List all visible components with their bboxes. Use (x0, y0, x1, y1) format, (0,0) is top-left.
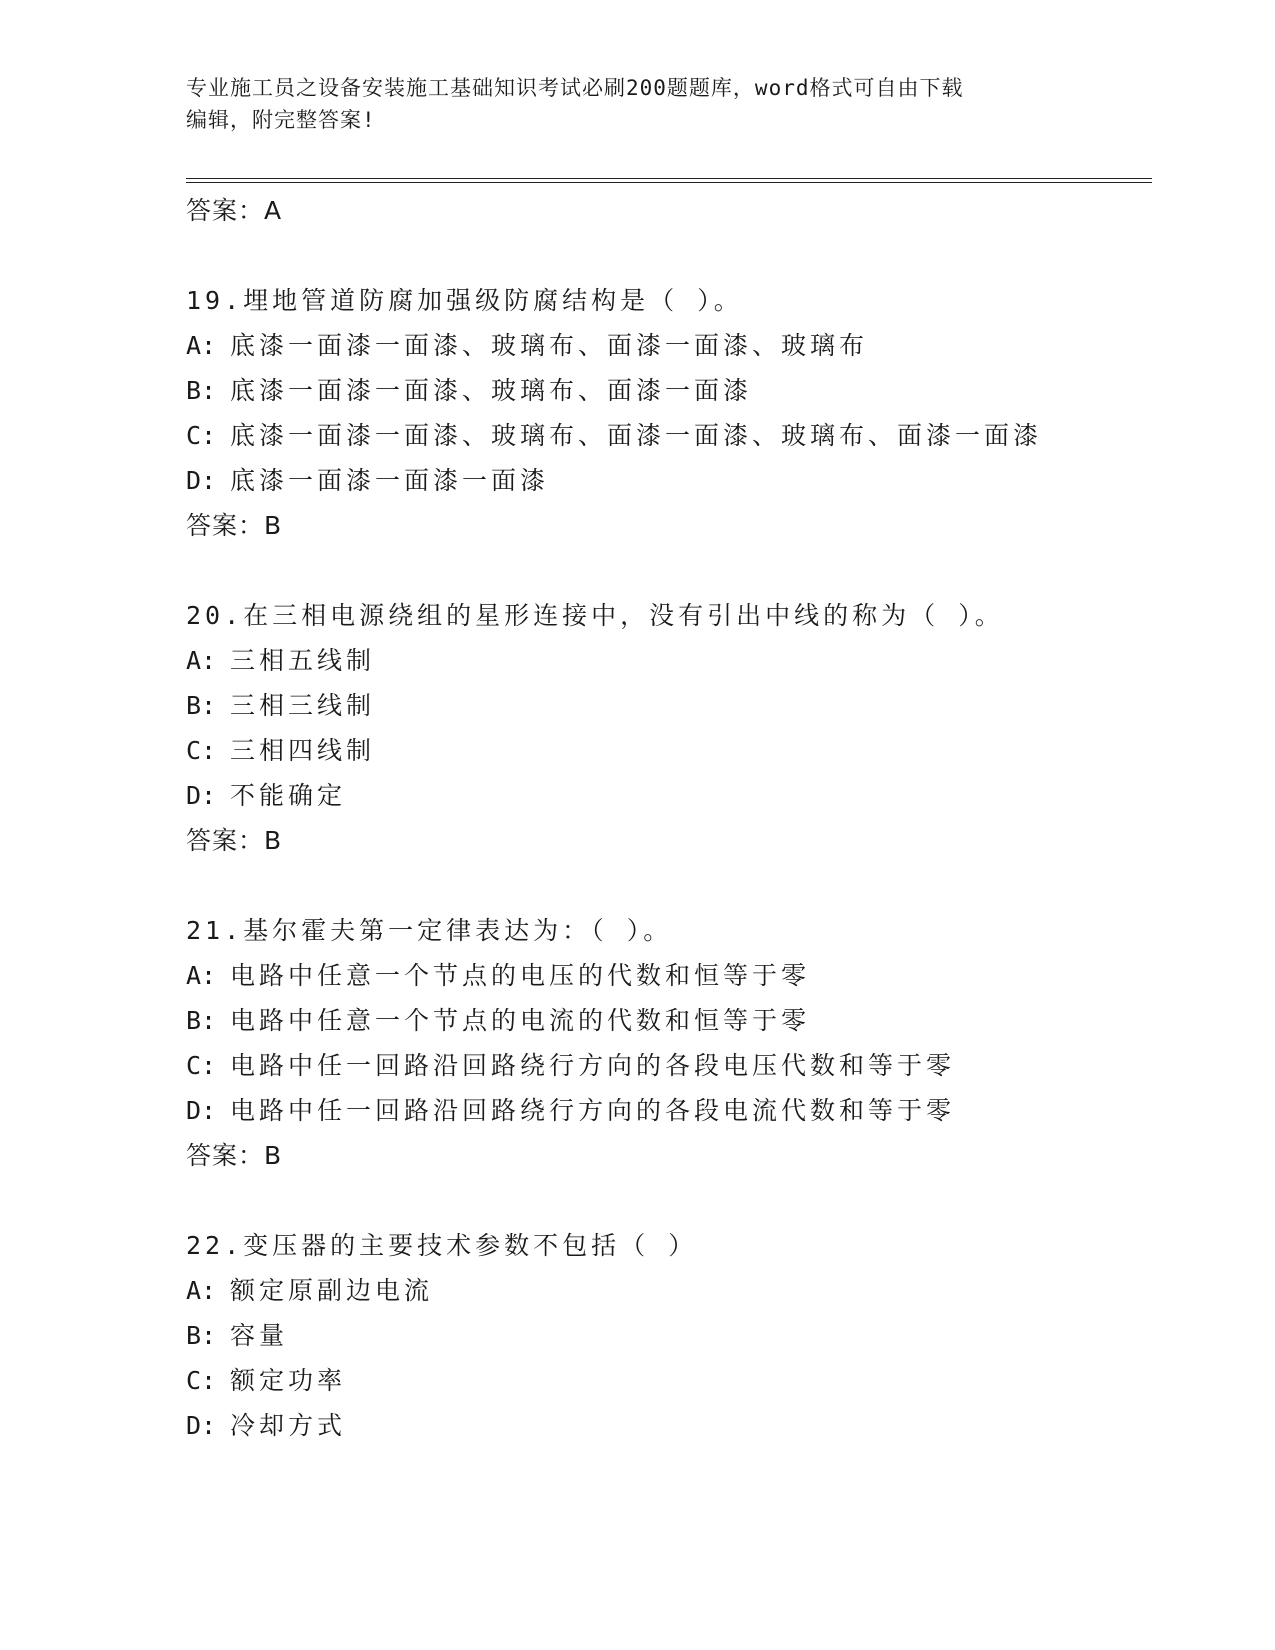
option-letter: B: (186, 1321, 217, 1350)
question-block (186, 278, 1146, 549)
option-letter: B: (186, 691, 217, 720)
option-letter: D: (186, 1411, 217, 1440)
option-letter: A: (186, 1276, 217, 1305)
question-text: 19.埋地管道防腐加强级防腐结构是（ ）。 (186, 286, 743, 315)
option-letter: C: (186, 736, 217, 765)
option-text: 电路中任一回路沿回路绕行方向的各段电流代数和等于零 (230, 1096, 956, 1125)
option-letter: A: (186, 646, 217, 675)
option-letter: D: (186, 781, 217, 810)
answer-option (186, 1268, 1146, 1313)
questions-container (186, 278, 1146, 1448)
answer-option (186, 368, 1146, 413)
answer-option (186, 728, 1146, 773)
answer-option (186, 953, 1146, 998)
answer-option (186, 683, 1146, 728)
question-block (186, 593, 1146, 864)
answer-option (186, 323, 1146, 368)
answer-option (186, 1313, 1146, 1358)
option-text: 额定功率 (230, 1366, 347, 1395)
option-letter: C: (186, 1051, 217, 1080)
answer-key: 答案：B (186, 1141, 283, 1170)
question-text: 20.在三相电源绕组的星形连接中，没有引出中线的称为（ ）。 (186, 601, 1004, 630)
answer-option (186, 638, 1146, 683)
option-letter: D: (186, 466, 217, 495)
option-text: 不能确定 (230, 781, 347, 810)
answer-option (186, 1043, 1146, 1088)
option-letter: B: (186, 376, 217, 405)
option-text: 底漆一面漆一面漆、玻璃布、面漆一面漆、玻璃布 (230, 331, 869, 360)
question-block (186, 908, 1146, 1179)
option-text: 电路中任意一个节点的电压的代数和恒等于零 (230, 961, 811, 990)
answer-key: 答案：B (186, 511, 283, 540)
option-text: 三相三线制 (230, 691, 376, 720)
option-text: 电路中任一回路沿回路绕行方向的各段电压代数和等于零 (230, 1051, 956, 1080)
option-text: 电路中任意一个节点的电流的代数和恒等于零 (230, 1006, 811, 1035)
option-letter: C: (186, 421, 217, 450)
answer-option (186, 458, 1146, 503)
answer-option (186, 998, 1146, 1043)
option-text: 三相五线制 (230, 646, 376, 675)
option-letter: A: (186, 961, 217, 990)
option-text: 底漆一面漆一面漆一面漆 (230, 466, 550, 495)
question-text: 21.基尔霍夫第一定律表达为：（ ）。 (186, 916, 673, 945)
answer-option (186, 1358, 1146, 1403)
header-title-line-1: 专业施工员之设备安装施工基础知识考试必刷200题题库，word格式可自由下载 (186, 76, 964, 100)
header-double-rule (186, 178, 1152, 183)
header-title-line-2: 编辑，附完整答案! (186, 108, 376, 132)
option-text: 三相四线制 (230, 736, 376, 765)
option-letter: C: (186, 1366, 217, 1395)
question-list (186, 188, 1146, 1448)
document-header (186, 72, 1066, 136)
option-text: 底漆一面漆一面漆、玻璃布、面漆一面漆 (230, 376, 753, 405)
option-letter: D: (186, 1096, 217, 1125)
previous-answer: 答案：A (186, 196, 283, 225)
question-block (186, 1223, 1146, 1448)
answer-option (186, 1088, 1146, 1133)
question-text: 22.变压器的主要技术参数不包括（ ） (186, 1231, 698, 1260)
option-letter: A: (186, 331, 217, 360)
answer-key: 答案：B (186, 826, 283, 855)
answer-option (186, 1403, 1146, 1448)
option-text: 容量 (230, 1321, 289, 1350)
answer-option (186, 413, 1146, 458)
answer-option (186, 773, 1146, 818)
option-text: 冷却方式 (230, 1411, 347, 1440)
option-text: 底漆一面漆一面漆、玻璃布、面漆一面漆、玻璃布、面漆一面漆 (230, 421, 1043, 450)
option-text: 额定原副边电流 (230, 1276, 434, 1305)
option-letter: B: (186, 1006, 217, 1035)
